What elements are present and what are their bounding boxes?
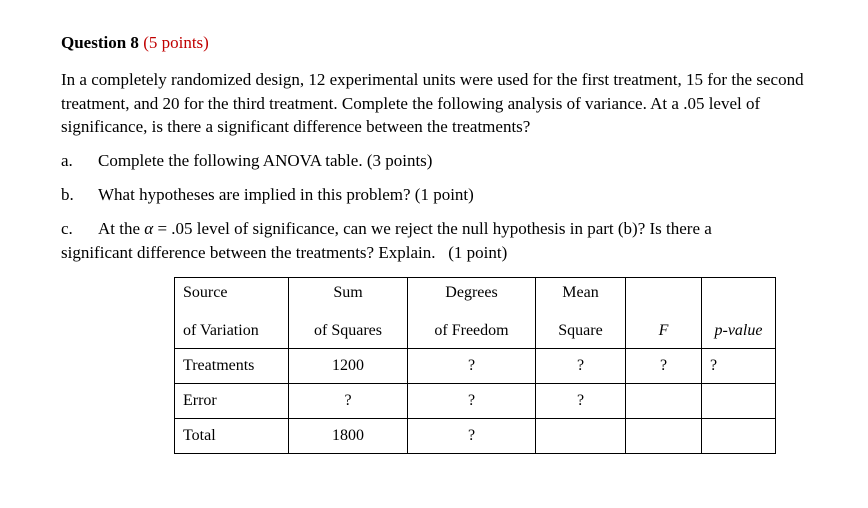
- part-a-letter: a.: [61, 151, 73, 170]
- header-p-value: [702, 314, 776, 349]
- cell-f: ?: [626, 349, 702, 384]
- header-p-value-label: p-value: [714, 322, 763, 339]
- cell-ss: ?: [289, 384, 408, 419]
- part-c-letter: c.: [61, 219, 73, 238]
- part-a-text: Complete the following ANOVA table. (3 points): [98, 151, 433, 170]
- question-title: [61, 33, 209, 53]
- cell-ss: 1200: [289, 349, 408, 384]
- part-c-text-pre: At the: [98, 219, 141, 238]
- cell-source: Total: [175, 419, 289, 454]
- cell-p: ?: [702, 349, 776, 384]
- header-row-bottom: [175, 314, 776, 349]
- part-c-text-cont: significant difference between the treatments? Explain. (1 point): [61, 242, 508, 262]
- header-of-variation: of Variation: [175, 314, 289, 349]
- cell-ms: ?: [536, 349, 626, 384]
- header-mean: Mean: [536, 278, 626, 315]
- cell-ms: ?: [536, 384, 626, 419]
- header-f: [626, 314, 702, 349]
- part-b-text: What hypotheses are implied in this problem? (1 point): [98, 185, 474, 204]
- cell-ms: [536, 419, 626, 454]
- cell-p: [702, 384, 776, 419]
- header-f-top: [626, 278, 702, 315]
- header-row-top: [175, 278, 776, 315]
- cell-ss: 1800: [289, 419, 408, 454]
- question-intro: In a completely randomized design, 12 experimental units were used for the first treatment, 15 for the second treatment, and 20 for the third treatment. Complete the following analysis of variance. At a .05 level of significance, is there a significant difference between the treatments?: [61, 70, 804, 136]
- header-of-freedom: of Freedom: [408, 314, 536, 349]
- question-points: (5 points): [143, 33, 209, 52]
- header-square: Square: [536, 314, 626, 349]
- table-row-total: [175, 419, 776, 454]
- cell-df: ?: [408, 349, 536, 384]
- cell-source: Error: [175, 384, 289, 419]
- header-sum: Sum: [289, 278, 408, 315]
- alpha-symbol: α: [144, 219, 154, 238]
- header-p-top: [702, 278, 776, 315]
- cell-df: ?: [408, 384, 536, 419]
- part-b-letter: b.: [61, 185, 74, 204]
- header-source: Source: [175, 278, 289, 315]
- part-a: [61, 149, 432, 173]
- table-row-error: [175, 384, 776, 419]
- cell-source: Treatments: [175, 349, 289, 384]
- cell-p: [702, 419, 776, 454]
- cell-f: [626, 419, 702, 454]
- anova-table: [174, 277, 776, 454]
- part-c-text-post: = .05 level of significance, can we reject the null hypothesis in part (b)? Is there a: [157, 219, 712, 238]
- part-b: [61, 183, 474, 207]
- header-degrees: Degrees: [408, 278, 536, 315]
- part-c: [61, 217, 821, 264]
- table-row-treatments: [175, 349, 776, 384]
- header-of-squares: of Squares: [289, 314, 408, 349]
- question-number: Question 8: [61, 33, 139, 52]
- cell-df: ?: [408, 419, 536, 454]
- cell-f: [626, 384, 702, 419]
- header-f-label: F: [658, 322, 669, 339]
